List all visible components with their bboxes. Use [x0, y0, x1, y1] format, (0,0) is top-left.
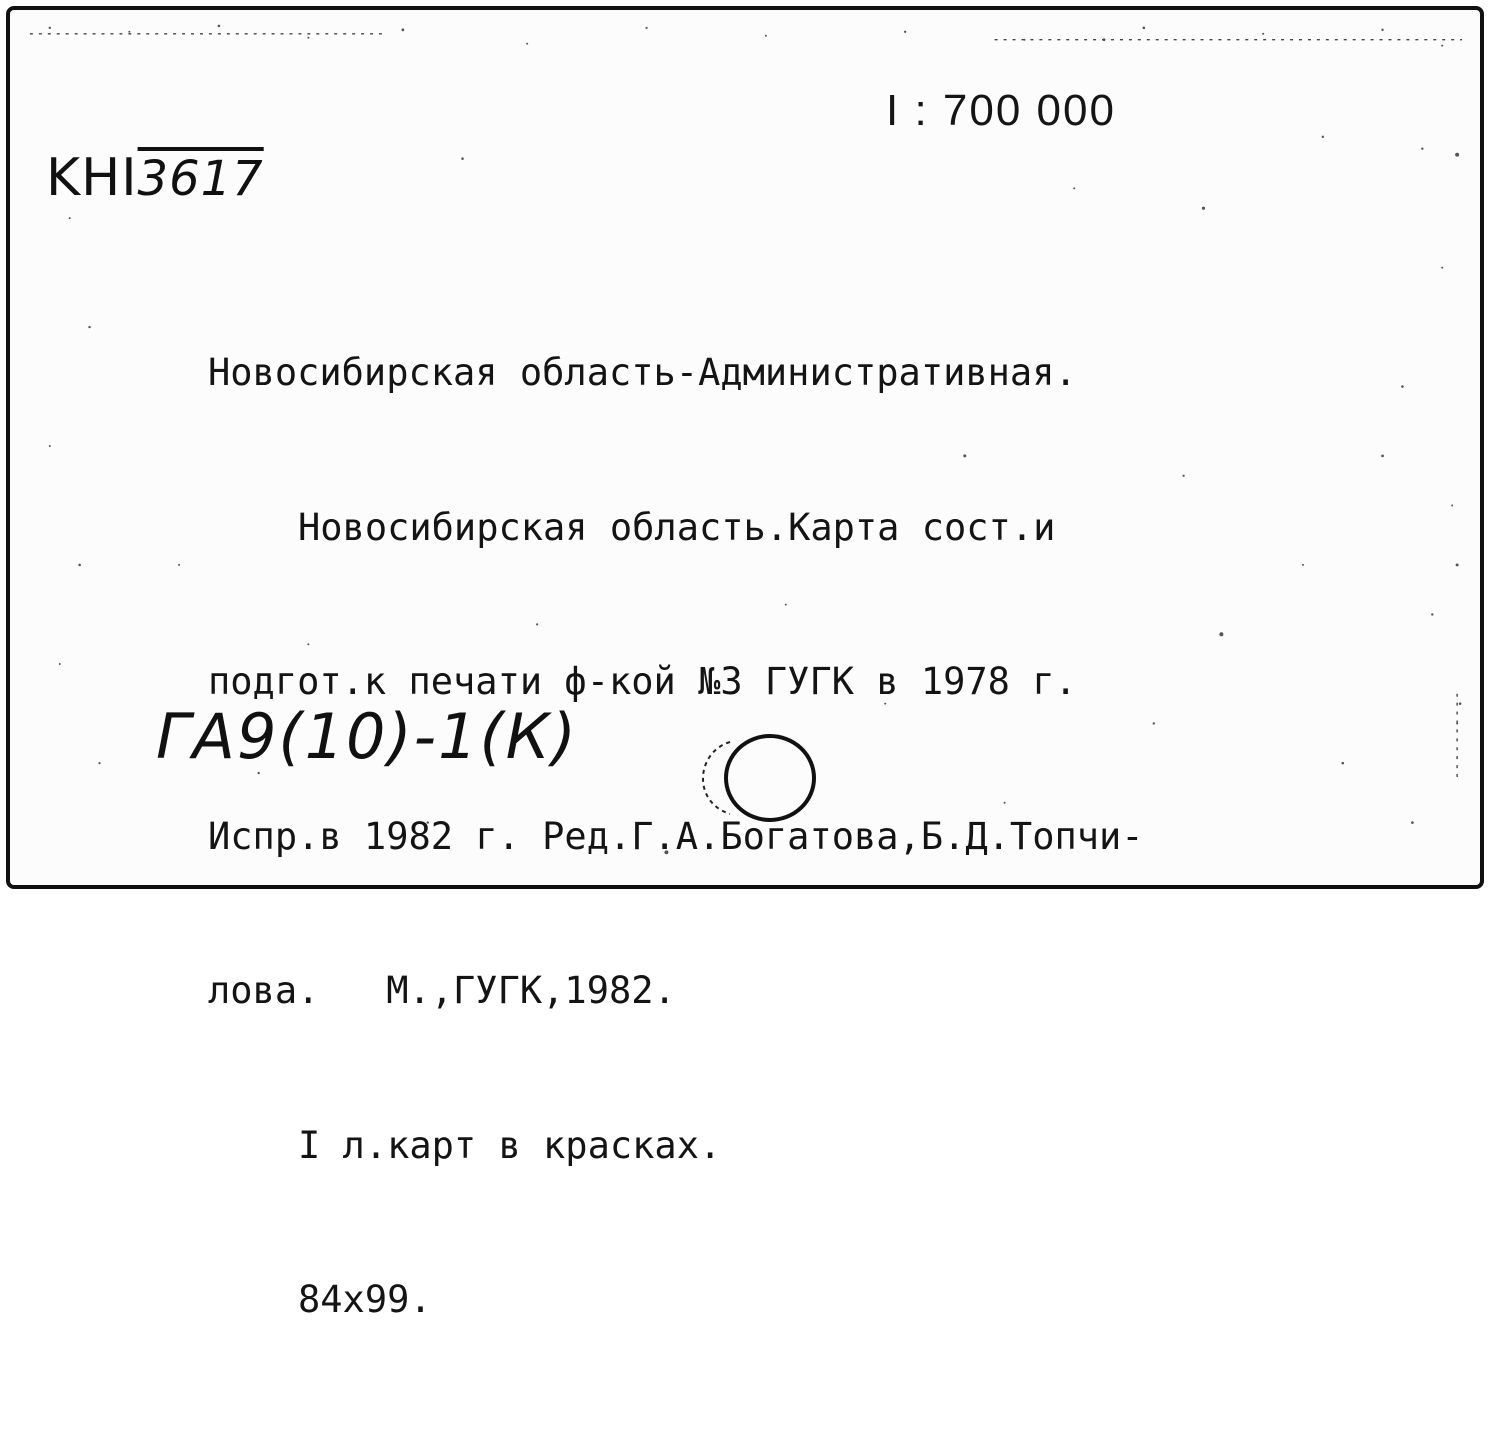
record-extent-line: I л.карт в красках.	[298, 1123, 722, 1167]
call-number	[46, 148, 264, 208]
record-imprint-line: лова. М.,ГУГК,1982.	[208, 969, 676, 1012]
catalog-card	[6, 6, 1484, 1321]
record-line: Испр.в 1982 г. Ред.Г.А.Богатова,Б.Д.Топчи-	[208, 814, 1144, 858]
record-line: подгот.к печати ф-кой №3 ГУГК в 1978 г.	[208, 660, 1077, 703]
record-dimensions-line: 84x99.	[298, 1278, 432, 1321]
call-number-prefix: KHI	[46, 148, 138, 208]
call-number-value: 3617	[137, 151, 264, 207]
bibliographic-record	[208, 244, 1144, 1429]
record-heading: Новосибирская область-Административная.	[208, 351, 1077, 394]
shelf-code: ГА9(10)-1(К)	[156, 700, 578, 773]
circle-stamp-icon	[686, 722, 836, 832]
map-scale: I : 700 000	[886, 86, 1116, 135]
record-title-line: Новосибирская область.Карта сост.и	[298, 505, 1056, 549]
